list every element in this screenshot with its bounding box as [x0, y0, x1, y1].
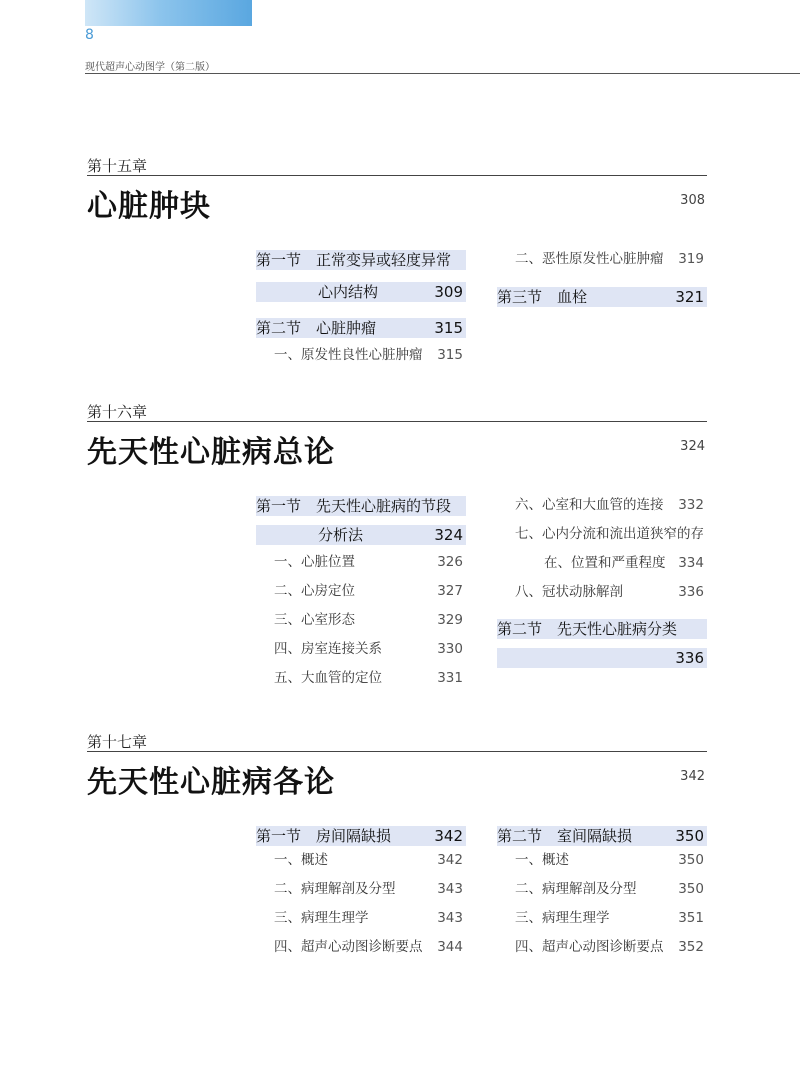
chapter-16-left-column: [256, 496, 466, 693]
toc-item[interactable]: 四、超声心动图诊断要点 344: [274, 939, 463, 955]
chapter-16-right-column: [497, 491, 707, 671]
chapter-16-rule: [87, 421, 707, 422]
toc-item[interactable]: 三、病理生理学 351: [515, 910, 704, 926]
toc-item[interactable]: 四、超声心动图诊断要点 352: [515, 939, 704, 955]
page-number: 8: [85, 27, 94, 43]
chapter-15-left-column: [256, 250, 466, 370]
toc-item[interactable]: 六、心室和大血管的连接 332: [515, 497, 704, 513]
chapter-16-page: 324: [680, 439, 705, 454]
toc-item[interactable]: 七、心内分流和流出道狭窄的存: [515, 526, 704, 542]
toc-section-heading[interactable]: 第二节 室间隔缺损 350: [497, 826, 707, 846]
toc-item[interactable]: 二、恶性原发性心脏肿瘤 319: [515, 251, 704, 267]
chapter-17-title: 先天性心脏病各论: [87, 765, 335, 800]
chapter-17-rule: [87, 751, 707, 752]
toc-item-cont[interactable]: 在、位置和严重程度 334: [544, 555, 704, 571]
toc-item[interactable]: 三、心室形态 329: [274, 612, 463, 628]
toc-section-heading[interactable]: 第二节 心脏肿瘤 315: [256, 318, 466, 338]
chapter-15-label: 第十五章: [87, 157, 148, 175]
chapter-15-page: 308: [680, 193, 705, 208]
chapter-17-label: 第十七章: [87, 733, 148, 751]
chapter-16-label: 第十六章: [87, 403, 148, 421]
chapter-15-rule: [87, 175, 707, 176]
toc-item[interactable]: 五、大血管的定位 331: [274, 670, 463, 686]
toc-section-heading-cont[interactable]: 心内结构 309: [256, 282, 466, 302]
chapter-16-title: 先天性心脏病总论: [87, 435, 335, 470]
toc-section-heading[interactable]: 第二节 先天性心脏病分类: [497, 619, 707, 639]
book-title: 现代超声心动图学（第二版）: [85, 62, 215, 73]
chapter-15-title: 心脏肿块: [87, 189, 211, 224]
chapter-17-right-column: [497, 826, 707, 962]
chapter-15-right-column: [497, 245, 707, 310]
header-color-bar: [85, 0, 252, 26]
toc-item[interactable]: 一、原发性良性心脏肿瘤 315: [274, 347, 463, 363]
toc-item[interactable]: 二、心房定位 327: [274, 583, 463, 599]
toc-section-heading[interactable]: 第一节 房间隔缺损 342: [256, 826, 466, 846]
toc-item[interactable]: 二、病理解剖及分型 350: [515, 881, 704, 897]
toc-section-heading[interactable]: 第一节 先天性心脏病的节段: [256, 496, 466, 516]
toc-section-heading-cont[interactable]: 分析法 324: [256, 525, 466, 545]
chapter-17-left-column: [256, 826, 466, 962]
toc-item[interactable]: 四、房室连接关系 330: [274, 641, 463, 657]
toc-item[interactable]: 一、概述 350: [515, 852, 704, 868]
chapter-17-page: 342: [680, 769, 705, 784]
toc-section-heading-cont[interactable]: 336: [497, 648, 707, 668]
toc-item[interactable]: 一、概述 342: [274, 852, 463, 868]
toc-item[interactable]: 二、病理解剖及分型 343: [274, 881, 463, 897]
toc-item[interactable]: 八、冠状动脉解剖 336: [515, 584, 704, 600]
toc-section-heading[interactable]: 第一节 正常变异或轻度异常: [256, 250, 466, 270]
toc-item[interactable]: 三、病理生理学 343: [274, 910, 463, 926]
header-divider: [85, 73, 800, 74]
toc-item[interactable]: 一、心脏位置 326: [274, 554, 463, 570]
toc-section-heading[interactable]: 第三节 血栓 321: [497, 287, 707, 307]
